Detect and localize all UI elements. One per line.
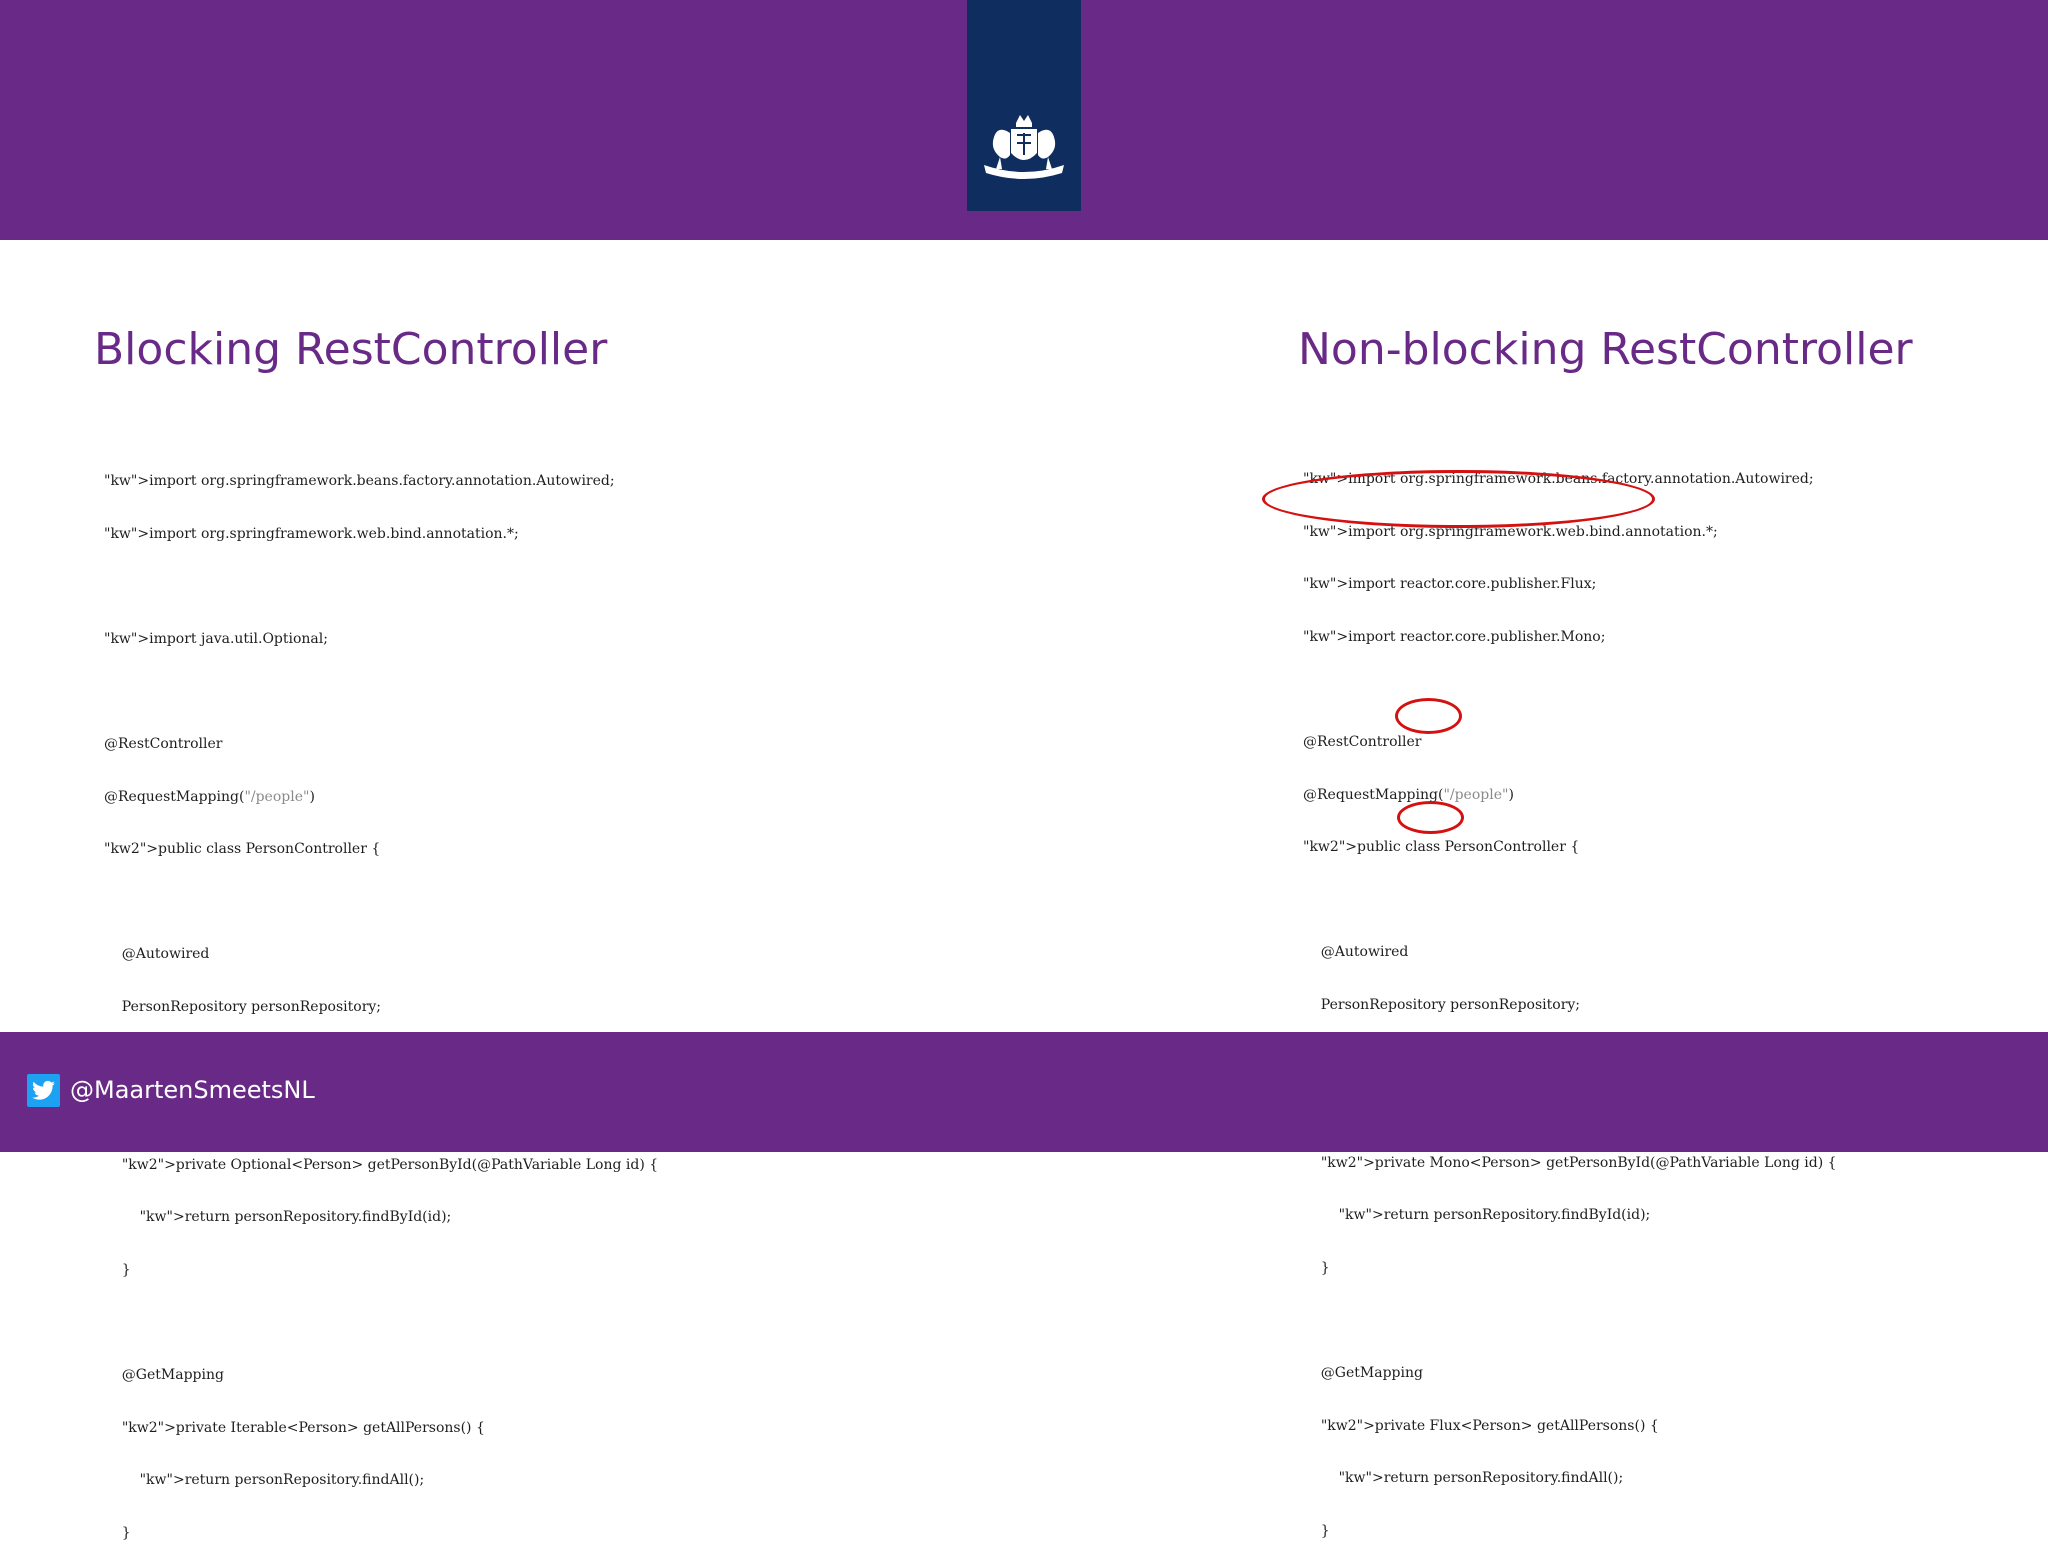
twitter-icon <box>27 1074 60 1107</box>
code-line: "kw2">private Optional<Person> getPersonById(@PathVariable Long id) { <box>121 1156 659 1173</box>
code-line <box>1303 679 1837 700</box>
mono-highlight-circle <box>1395 698 1462 734</box>
code-line: "kw2">private Iterable<Person> getAllPersons() { <box>121 1419 485 1436</box>
code-line: "kw2">private Mono<Person> getPersonById(@PathVariable Long id) { <box>1320 1154 1837 1171</box>
code-line: "kw">import org.springframework.beans.factory.annotation.Autowired; <box>1303 471 1814 487</box>
code-line: "kw">return personRepository.findById(id); <box>1338 1207 1651 1224</box>
code-line <box>104 576 658 597</box>
twitter-handle: @MaartenSmeetsNL <box>70 1076 315 1104</box>
code-line: } <box>104 1524 131 1541</box>
code-line: "kw">import org.springframework.web.bind.annotation.*; <box>1303 523 1718 540</box>
code-line: @RestController <box>1303 733 1422 750</box>
code-line: @Autowired <box>104 946 210 963</box>
code-line: } <box>1303 1259 1330 1276</box>
right-title: Non-blocking RestController <box>1298 324 1913 375</box>
code-line: @RequestMapping("/people") <box>1303 786 1514 803</box>
code-line: } <box>1303 1522 1330 1539</box>
left-title: Blocking RestController <box>94 324 608 375</box>
code-line <box>1303 890 1837 911</box>
code-line: "kw">return personRepository.findById(id); <box>139 1209 452 1226</box>
code-line: @RequestMapping("/people") <box>104 788 315 805</box>
blocking-code-block <box>104 439 658 1559</box>
code-line: PersonRepository personRepository; <box>1303 996 1581 1013</box>
code-line: "kw">import org.springframework.beans.factory.annotation.Autowired; <box>104 473 615 489</box>
code-line: @RestController <box>104 735 223 752</box>
non-blocking-code-block <box>1303 437 1837 1557</box>
code-line: "kw2">public class PersonController { <box>104 841 381 858</box>
code-line <box>1303 1311 1837 1332</box>
reactor-imports-highlight-circle <box>1262 470 1655 528</box>
code-line: @GetMapping <box>104 1367 224 1384</box>
code-line: "kw">return personRepository.findAll(); <box>139 1472 425 1489</box>
code-line: "kw">import java.util.Optional; <box>104 630 328 647</box>
code-line: "kw2">public class PersonController { <box>1303 839 1580 856</box>
code-line: "kw">import reactor.core.publisher.Flux; <box>1303 576 1597 593</box>
code-line <box>104 892 658 913</box>
code-line: } <box>104 1261 131 1278</box>
code-line: @GetMapping <box>1303 1365 1423 1382</box>
code-line: "kw">return personRepository.findAll(); <box>1338 1470 1624 1487</box>
code-line: "kw2">private Flux<Person> getAllPersons() { <box>1320 1417 1659 1434</box>
code-line: PersonRepository personRepository; <box>104 998 382 1015</box>
code-line: "kw">import reactor.core.publisher.Mono; <box>1303 628 1606 645</box>
logo-block <box>967 0 1081 211</box>
code-line: @Autowired <box>1303 944 1409 961</box>
code-line <box>104 681 658 702</box>
flux-highlight-circle <box>1397 801 1464 834</box>
code-line: "kw">import org.springframework.web.bind.annotation.*; <box>104 525 519 542</box>
code-line <box>104 1313 658 1334</box>
coat-of-arms-logo <box>976 113 1072 193</box>
